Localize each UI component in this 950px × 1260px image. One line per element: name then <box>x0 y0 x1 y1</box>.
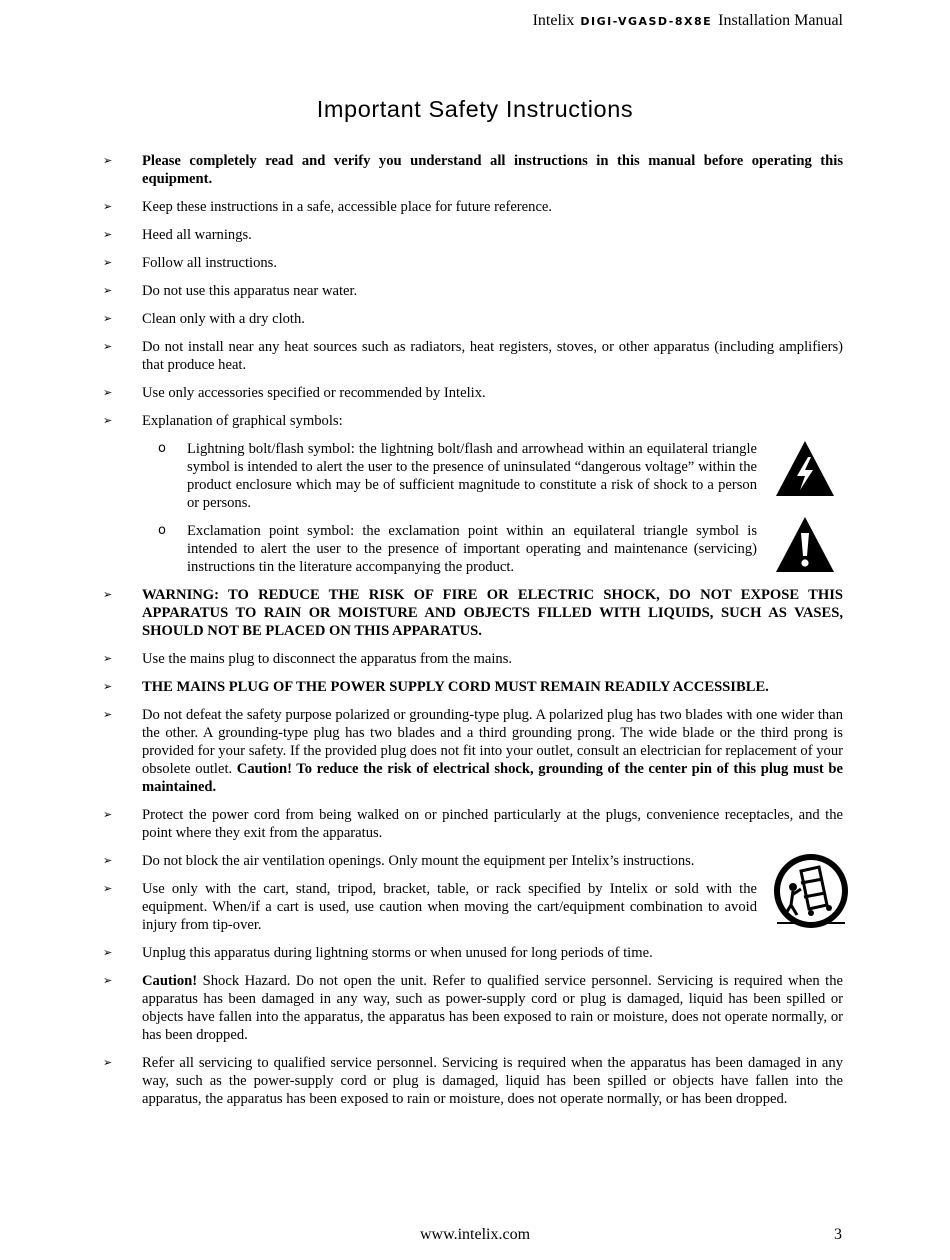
item-text: THE MAINS PLUG OF THE POWER SUPPLY CORD MUST REMAIN READILY ACCESSIBLE. <box>142 679 769 695</box>
item-text: Please completely read and verify you understand all instructions in this manual before operating this equipment. <box>142 153 843 187</box>
item-text: Exclamation point symbol: the exclamation point within an equilateral triangle symbol is intended to alert the user to the presence of important operating and maintenance (servicing) instructions tin the literature accompanying the product. <box>187 523 757 575</box>
list-item <box>103 198 843 216</box>
list-item <box>103 412 843 430</box>
bullet-arrow-icon: ➢ <box>103 708 113 721</box>
item-text: Unplug this apparatus during lightning storms or when unused for long periods of time. <box>142 945 653 961</box>
bullet-arrow-icon: ➢ <box>103 200 113 213</box>
sub-bullet-icon: o <box>158 523 166 538</box>
exclamation-warning-icon <box>775 516 835 574</box>
item-text: Use only with the cart, stand, tripod, bracket, table, or rack specified by Intelix or sold with the equipment. When/if a cart is used, use caution when moving the cart/equipment combination to avoid injury from tip-over. <box>142 881 757 933</box>
list-item <box>103 678 843 696</box>
bullet-arrow-icon: ➢ <box>103 256 113 269</box>
item-text: Keep these instructions in a safe, accessible place for future reference. <box>142 199 553 215</box>
caution-label: Caution! <box>142 973 198 989</box>
bullet-arrow-icon: ➢ <box>103 652 113 665</box>
bullet-arrow-icon: ➢ <box>103 808 113 821</box>
item-text: Do not defeat the safety purpose polarized or grounding-type plug. A polarized plug has two blades with one wider than the other. A grounding-type plug has two blades and a third grounding prong. The wide blade or the third prong is provided for your safety. If the provided plug does not fit into your outlet, consult an electrician for replacement of your obsolete outlet. <box>142 707 843 777</box>
item-text: Explanation of graphical symbols: <box>142 413 343 429</box>
bullet-arrow-icon: ➢ <box>103 228 113 241</box>
item-text: Heed all warnings. <box>142 227 252 243</box>
sub-list-item-exclamation <box>103 522 843 576</box>
list-item <box>103 282 843 300</box>
list-item <box>103 944 843 962</box>
instruction-list <box>103 152 843 1118</box>
list-item <box>103 706 843 796</box>
bullet-arrow-icon: ➢ <box>103 312 113 325</box>
item-text: Use the mains plug to disconnect the apparatus from the mains. <box>142 651 513 667</box>
bullet-arrow-icon: ➢ <box>103 386 113 399</box>
list-item <box>103 880 843 934</box>
bullet-arrow-icon: ➢ <box>103 680 113 693</box>
list-item <box>103 806 843 842</box>
item-text: Do not use this apparatus near water. <box>142 283 358 299</box>
item-text: Refer all servicing to qualified service personnel. Servicing is required when the apparatus has been damaged in any way, such as the power-supply cord or plug is damaged, liquid has been spilled or objects have fallen into the apparatus, the apparatus has been exposed to rain or moisture, does not operate normally, or has been dropped. <box>142 1055 843 1107</box>
list-item <box>103 152 843 188</box>
header-brand: Intelix <box>532 12 575 29</box>
bullet-arrow-icon: ➢ <box>103 974 113 987</box>
item-text: Follow all instructions. <box>142 255 277 271</box>
header-doc-type: Installation Manual <box>718 12 843 29</box>
bullet-arrow-icon: ➢ <box>103 946 113 959</box>
item-text: Lightning bolt/flash symbol: the lightning bolt/flash and arrowhead within an equilateral triangle symbol is intended to alert the user to the presence of uninsulated “dangerous voltage” within the product enclosure which may be of sufficient magnitude to constitute a risk of shock to a person or persons. <box>187 441 757 511</box>
item-text: Protect the power cord from being walked on or pinched particularly at the plugs, convenience receptacles, and the point where they exit from the apparatus. <box>142 807 843 841</box>
list-item <box>103 972 843 1044</box>
list-item <box>103 650 843 668</box>
bullet-arrow-icon: ➢ <box>103 154 113 167</box>
cart-tip-over-icon <box>771 853 851 933</box>
footer-url[interactable]: www.intelix.com <box>419 1226 531 1243</box>
bullet-arrow-icon: ➢ <box>103 284 113 297</box>
item-text: Do not install near any heat sources such as radiators, heat registers, stoves, or other apparatus (including amplifiers) that produce heat. <box>142 339 843 373</box>
page-header <box>533 12 843 30</box>
bullet-arrow-icon: ➢ <box>103 882 113 895</box>
bullet-arrow-icon: ➢ <box>103 340 113 353</box>
sub-list-item-lightning <box>103 440 843 512</box>
bullet-arrow-icon: ➢ <box>103 588 113 601</box>
bullet-arrow-icon: ➢ <box>103 414 113 427</box>
item-text: Shock Hazard. Do not open the unit. Refer to qualified service personnel. Servicing is required when the apparatus has been damaged in any way, such as power-supply cord or plug is damaged, liquid has been spilled or objects have fallen into the apparatus, the apparatus has been exposed to rain or moisture, does not operate normally, or has been dropped. <box>142 973 843 1043</box>
caution-text: Caution! To reduce the risk of electrical shock, grounding of the center pin of this plug must be maintained. <box>142 761 843 795</box>
list-item <box>103 254 843 272</box>
item-text: Use only accessories specified or recommended by Intelix. <box>142 385 486 401</box>
list-item <box>103 338 843 374</box>
header-model: DIGI-VGASD-8X8E <box>580 15 713 28</box>
item-text: Do not block the air ventilation openings. Only mount the equipment per Intelix’s instructions. <box>142 853 695 869</box>
page-number: 3 <box>834 1226 842 1243</box>
lightning-warning-icon <box>775 440 835 498</box>
bullet-arrow-icon: ➢ <box>103 854 113 867</box>
list-item <box>103 310 843 328</box>
list-item <box>103 384 843 402</box>
list-item <box>103 1054 843 1108</box>
page-title: Important Safety Instructions <box>316 96 634 122</box>
list-item <box>103 226 843 244</box>
sub-bullet-icon: o <box>158 441 166 456</box>
item-text: Clean only with a dry cloth. <box>142 311 305 327</box>
item-text: WARNING: TO REDUCE THE RISK OF FIRE OR ELECTRIC SHOCK, DO NOT EXPOSE THIS APPARATUS TO RAIN OR MOISTURE AND OBJECTS FILLED WITH LIQUIDS, SUCH AS VASES, SHOULD NOT BE PLACED ON THIS APPARATUS. <box>142 587 843 639</box>
list-item <box>103 586 843 640</box>
bullet-arrow-icon: ➢ <box>103 1056 113 1069</box>
list-item <box>103 852 843 870</box>
